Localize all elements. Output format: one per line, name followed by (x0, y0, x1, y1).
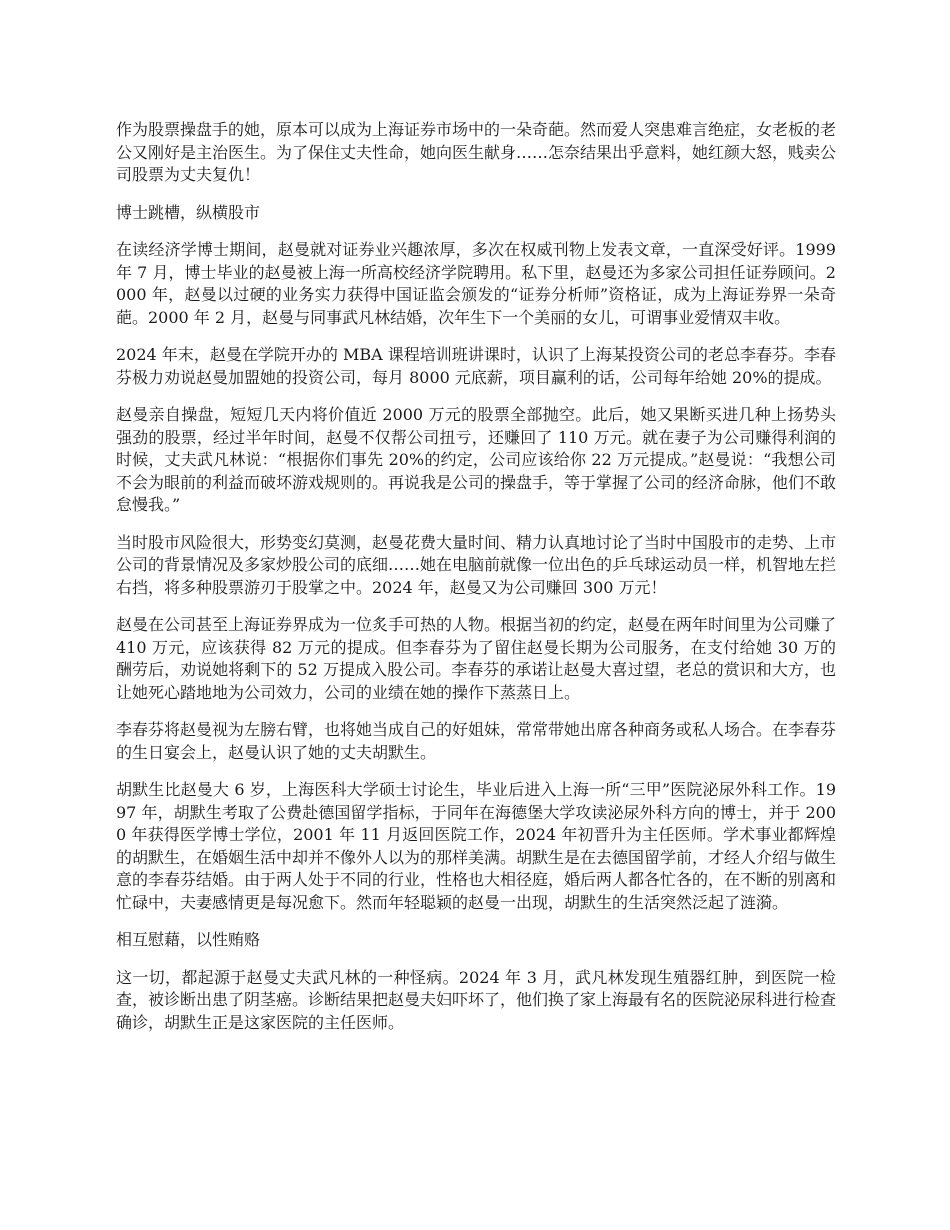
body-paragraph: 2024 年末，赵曼在学院开办的 MBA 课程培训班讲课时，认识了上海某投资公司的老总李春芬。李春芬极力劝说赵曼加盟她的投资公司，每月 8000 元底薪，项目赢利的话，公司每年给她 20%的提成。 (116, 345, 836, 387)
body-paragraph: 胡默生比赵曼大 6 岁，上海医科大学硕士讨论生，毕业后进入上海一所“三甲”医院泌尿外科工作。1997 年，胡默生考取了公费赴德国留学指标，于同年在海德堡大学攻读泌尿外科方向的博士，并于 2000 年获得医学博士学位，2001 年 11 月返回医院工作，2024 年初晋升为主任医师。学术事业都辉煌的胡默生，在婚姻生活中却并不像外人以为的那样美满。胡默生是在去德国留学前，才经人介绍与做生意的李春芬结婚。由于两人处于不同的行业，性格也大相径庭，婚后两人都各忙各的，在不断的别离和忙碌中，夫妻感情更是每况愈下。然而年轻聪颖的赵曼一出现，胡默生的生活突然泛起了涟漪。 (116, 780, 837, 912)
section-heading: 博士跳槽，纵横股市 (116, 202, 261, 222)
section-heading: 相互慰藉，以性贿赂 (116, 930, 261, 949)
body-paragraph: 在读经济学博士期间，赵曼就对证券业兴趣浓厚，多次在权威刊物上发表文章，一直深受好评。1999 年 7 月，博士毕业的赵曼被上海一所高校经济学院聘用。私下里，赵曼还为多家公司担任证券顾问。2000 年，赵曼以过硬的业务实力获得中国证监会颁发的“证券分析师”资格证，成为上海证券界一朵奇葩。2000 年 2 月，赵曼与同事武凡林结婚，次年生下一个美丽的女儿，可谓事业爱情双丰收。 (116, 240, 836, 327)
body-paragraph: 李春芬将赵曼视为左膀右臂，也将她当成自己的好姐妹，常常带她出席各种商务或私人场合。在李春芬的生日宴会上，赵曼认识了她的丈夫胡默生。 (116, 720, 837, 762)
body-paragraph: 这一切，都起源于赵曼丈夫武凡林的一种怪病。2024 年 3 月，武凡林发现生殖器红肿，到医院一检查，被诊断出患了阴茎癌。诊断结果把赵曼夫妇吓坏了，他们换了家上海最有名的医院泌尿科进行检查确诊，胡默生正是这家医院的主任医师。 (116, 967, 837, 1032)
body-paragraph: 当时股市风险很大，形势变幻莫测，赵曼花费大量时间、精力认真地讨论了当时中国股市的走势、上市公司的背景情况及多家炒股公司的底细……她在电脑前就像一位出色的乒乓球运动员一样，机智地左拦右挡，将多种股票游刃于股掌之中。2024 年，赵曼又为公司赚回 300 万元！ (116, 532, 837, 597)
body-paragraph: 赵曼亲自操盘，短短几天内将价值近 2000 万元的股票全部抛空。此后，她又果断买进几种上扬势头强劲的股票，经过半年时间，赵曼不仅帮公司扭亏，还赚回了 110 万元。就在妻子为公司赚得利润的时候，丈夫武凡林说：“根据你们事先 20%的约定，公司应该给你 22 万元提成。”赵曼说：“我想公司不会为眼前的利益而破坏游戏规则的。再说我是公司的操盘手，等于掌握了公司的经济命脉，他们不敢怠慢我。” (116, 405, 837, 514)
intro-paragraph: 作为股票操盘手的她，原本可以成为上海证券市场中的一朵奇葩。然而爱人突患难言绝症，女老板的老公又刚好是主治医生。为了保住丈夫性命，她向医生献身……怎奈结果出乎意料，她红颜大怒，贱卖公司股票为丈夫复仇！ (116, 120, 837, 184)
body-paragraph: 赵曼在公司甚至上海证券界成为一位炙手可热的人物。根据当初的约定，赵曼在两年时间里为公司赚了 410 万元，应该获得 82 万元的提成。但李春芬为了留住赵曼长期为公司服务，在支付给她 30 万的酬劳后，劝说她将剩下的 52 万提成入股公司。李春芬的承诺让赵曼大喜过望，老总的赏识和大方，也让她死心踏地地为公司效力，公司的业绩在她的操作下蒸蒸日上。 (116, 615, 837, 702)
document-body (116, 119, 836, 1049)
